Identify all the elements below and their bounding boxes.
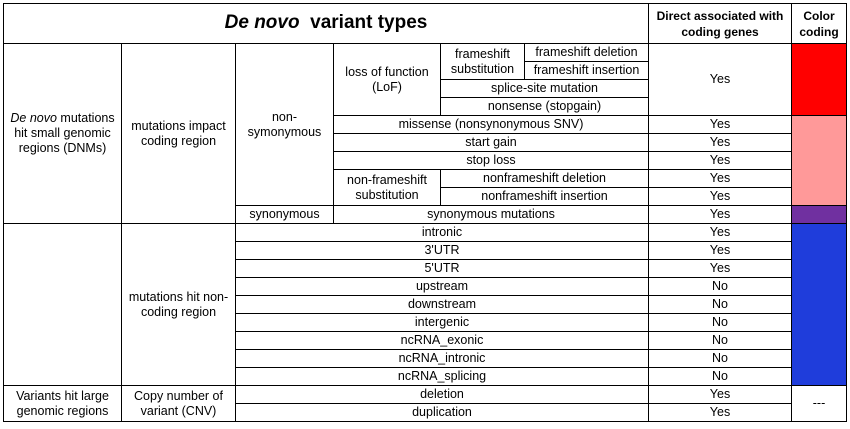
noncoding-direct: No [649,278,792,296]
noncoding-direct: Yes [649,260,792,278]
noncoding-label: intergenic [236,314,649,332]
cnv-deletion-label: deletion [236,386,649,404]
noncoding-label: 5'UTR [236,260,649,278]
noncoding-direct: No [649,332,792,350]
splice-label: splice-site mutation [441,80,649,98]
cnv-deletion-direct: Yes [649,386,792,404]
synonymous-label: synonymous [236,206,334,224]
noncoding-group-label: mutations hit non-coding region [122,224,236,386]
start-gain-direct: Yes [649,134,792,152]
coding-group-label: mutations impact coding region [122,44,236,224]
nonframeshift-insertion-label: nonframeshift insertion [441,188,649,206]
lof-direct: Yes [649,44,792,116]
noncoding-direct: No [649,314,792,332]
lof-color-swatch [792,44,847,116]
missense-color-swatch [792,116,847,206]
stop-loss-label: stop loss [334,152,649,170]
variant-types-table [3,3,847,422]
noncoding-direct: Yes [649,242,792,260]
cnv-color-placeholder: --- [792,386,847,422]
missense-direct: Yes [649,116,792,134]
noncoding-label: downstream [236,296,649,314]
nf-insertion-direct: Yes [649,188,792,206]
noncoding-label: intronic [236,224,649,242]
lof-label: loss of function (LoF) [334,44,441,116]
nonsyn-label: non-symonymous [236,44,334,206]
title-rest: variant types [310,12,428,33]
frameshift-deletion-label: frameshift deletion [525,44,649,62]
frameshift-insertion-label: frameshift insertion [525,62,649,80]
noncoding-direct: No [649,296,792,314]
noncoding-direct: Yes [649,224,792,242]
noncoding-direct: No [649,368,792,386]
noncoding-label: ncRNA_splicing [236,368,649,386]
nonframeshift-deletion-label: nonframeshift deletion [441,170,649,188]
synonymous-direct: Yes [649,206,792,224]
frameshift-label: frameshift substitution [441,44,525,80]
noncoding-label: ncRNA_exonic [236,332,649,350]
missense-label: missense (nonsynonymous SNV) [334,116,649,134]
dnm-noncoding-spacer [4,224,122,386]
nf-deletion-direct: Yes [649,170,792,188]
cnv-label: Copy number of variant (CNV) [122,386,236,422]
table-title [4,4,649,44]
noncoding-direct: No [649,350,792,368]
header-color: Color coding [792,4,847,44]
title-italic: De novo [224,12,300,33]
start-gain-label: start gain [334,134,649,152]
dnm-group-label: De novo mutations hit small genomic regions (DNMs) [4,44,122,224]
cnv-duplication-label: duplication [236,404,649,422]
nonsense-label: nonsense (stopgain) [441,98,649,116]
synonymous-color-swatch [792,206,847,224]
noncoding-label: 3'UTR [236,242,649,260]
header-direct: Direct associated with coding genes [649,4,792,44]
noncoding-label: ncRNA_intronic [236,350,649,368]
large-variants-label: Variants hit large genomic regions [4,386,122,422]
stop-loss-direct: Yes [649,152,792,170]
synonymous-mutations-label: synonymous mutations [334,206,649,224]
noncoding-label: upstream [236,278,649,296]
nonframeshift-label: non-frameshift substitution [334,170,441,206]
noncoding-color-swatch [792,224,847,386]
cnv-duplication-direct: Yes [649,404,792,422]
